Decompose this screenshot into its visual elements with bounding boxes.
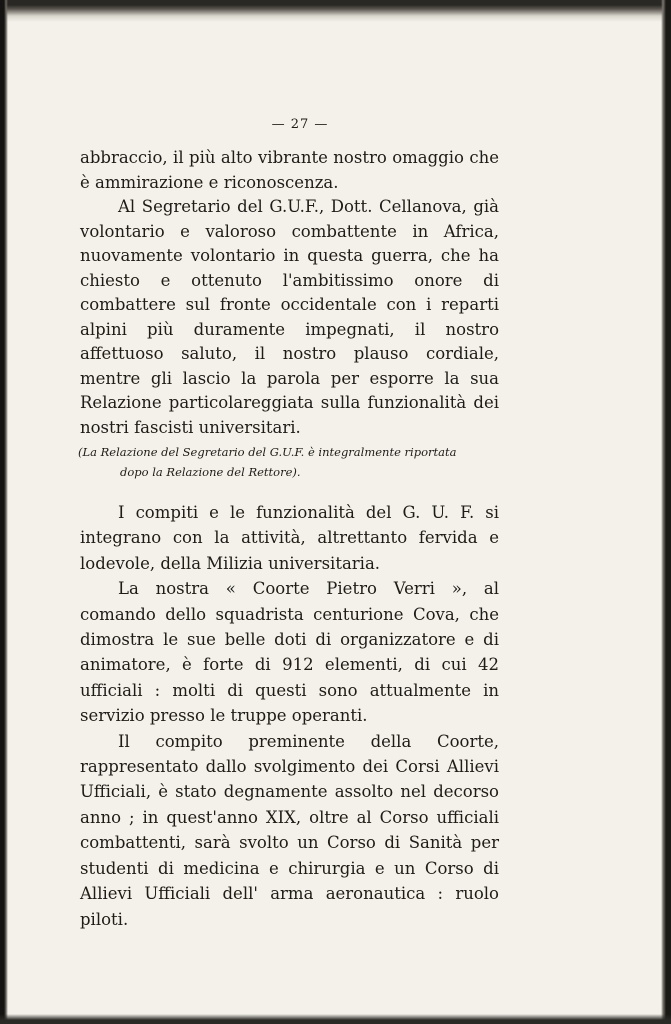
editorial-note-line-1: (La Relazione del Segretario del G.U.F. è integralmente riportata <box>78 445 457 459</box>
scan-bottom-edge <box>0 1014 671 1024</box>
editorial-note <box>78 442 498 482</box>
paragraph-1: abbraccio, il più alto vibrante nostro omaggio che è ammirazione e riconoscenza. <box>80 148 499 192</box>
paragraph-5: Il compito preminente della Coorte, rappresentato dallo svolgimento dei Corsi Allievi Ufficiali, è stato degnamente assolto nel decorso anno ; in quest'anno XIX, oltre al Corso ufficiali combattenti, sarà svolto un Corso di Sanità per studenti di medicina e chirurgia e un Corso di Allievi Ufficiali dell' arma aeronautica : ruolo piloti. <box>80 731 499 929</box>
scan-top-edge <box>0 0 671 22</box>
scan-left-edge <box>0 0 8 1024</box>
scan-right-edge <box>661 0 671 1024</box>
paragraph-2: Al Segretario del G.U.F., Dott. Cellanova, già volontario e valoroso combattente in Africa, nuovamente volontario in questa guerra, che ha chiesto e ottenuto l'ambitissimo onore di combattere sul fronte occidentale con i reparti alpini più duramente impegnati, il nostro affettuoso saluto, il nostro plauso cordiale, mentre gli lascio la parola per esporre la sua Relazione particolareggiata sulla funzionalità dei nostri fascisti universitari. <box>80 197 499 437</box>
paragraph-4: La nostra « Coorte Pietro Verri », al comando dello squadrista centurione Cova, che dimostra le sue belle doti di organizzatore e di animatore, è forte di 912 elementi, di cui 42 ufficiali : molti di questi sono attualmente in servizio presso le truppe operanti. <box>80 579 499 726</box>
body-text-upper <box>80 146 499 440</box>
editorial-note-line-2: dopo la Relazione del Rettore). <box>120 465 301 479</box>
paragraph-3: I compiti e le funzionalità del G. U. F. si integrano con la attività, altrettanto fervida e lodevole, della Milizia universitaria. <box>80 503 499 573</box>
body-text-lower <box>80 500 499 932</box>
page-number: — 27 — <box>271 117 329 132</box>
